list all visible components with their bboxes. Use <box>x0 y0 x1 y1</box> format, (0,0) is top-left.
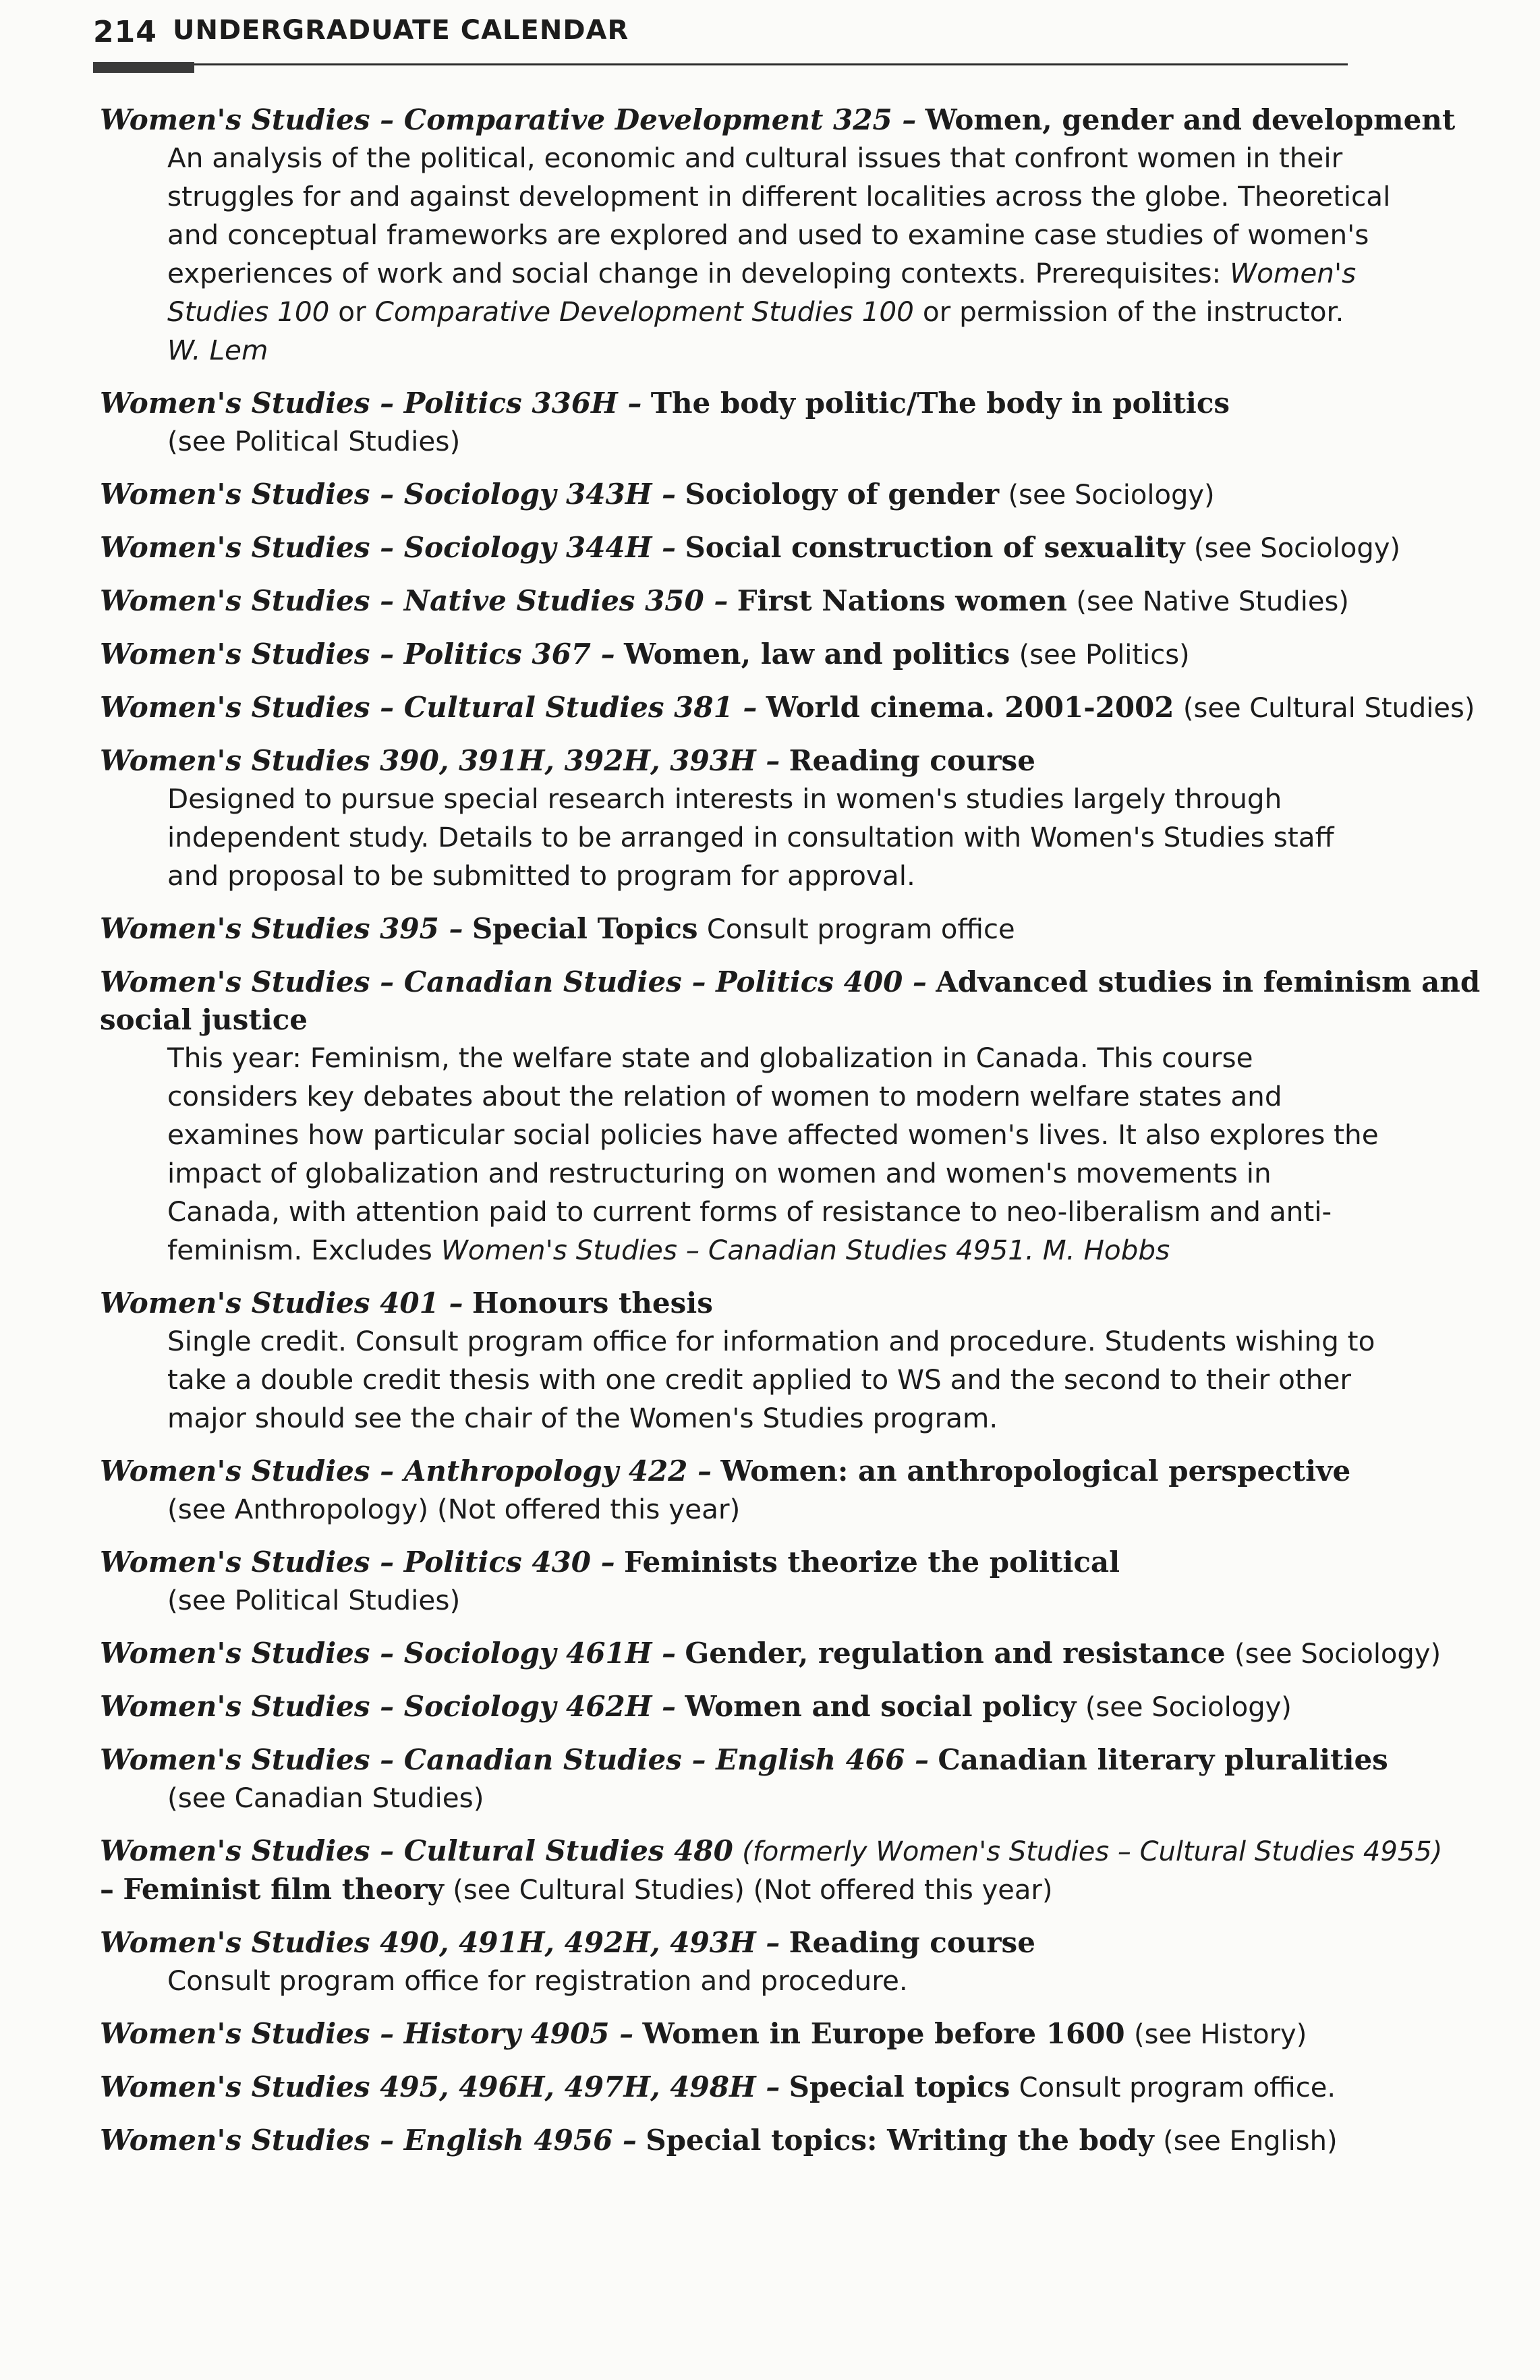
course-entry <box>100 2068 1354 2107</box>
cross-reference: (see Cultural Studies) <box>1182 693 1475 724</box>
course-heading <box>100 2015 1354 2053</box>
course-title: Feminists theorize the political <box>624 1546 1120 1579</box>
course-code: Women's Studies – Native Studies 350 – <box>100 584 729 617</box>
cross-reference: (see English) <box>1163 2126 1338 2157</box>
course-code: Women's Studies – Politics 336H – <box>100 387 642 420</box>
course-title: Women and social policy <box>685 1690 1077 1723</box>
description-line <box>100 254 1357 293</box>
course-entry <box>100 1924 1354 2000</box>
course-heading <box>100 1543 1354 1581</box>
description-line: and proposal to be submitted to program for approval. <box>167 859 915 892</box>
course-code: Women's Studies – Sociology 461H – <box>100 1637 677 1670</box>
description-line <box>100 293 1354 331</box>
course-code: Women's Studies – Cultural Studies 480 <box>100 1834 733 1867</box>
course-title: Special Topics <box>472 912 698 945</box>
description-text: feminism. Excludes <box>167 1234 432 1266</box>
description-line: An analysis of the political, economic and cultural issues that confront women in their <box>167 142 1343 174</box>
course-code: Women's Studies 401 – <box>100 1286 463 1320</box>
cross-reference: (see Canadian Studies) <box>167 1782 484 1814</box>
cross-reference: (see History) <box>1134 2019 1307 2050</box>
course-code: Women's Studies – History 4905 – <box>100 2017 634 2050</box>
course-heading <box>100 742 1354 780</box>
cross-reference: (see Native Studies) <box>1076 586 1349 617</box>
course-code: Women's Studies – Sociology 344H – <box>100 531 677 564</box>
course-title: Advanced studies in feminism and <box>936 965 1481 998</box>
description-line: considers key debates about the relation of women to modern welfare states and <box>167 1080 1282 1112</box>
course-heading <box>100 1741 1388 1779</box>
course-title: Gender, regulation and resistance <box>685 1637 1226 1670</box>
description-italic: Comparative Development Studies 100 <box>374 295 914 328</box>
course-entry <box>100 1832 1443 1909</box>
course-title: Women in Europe before 1600 <box>642 2017 1125 2050</box>
course-title: The body politic/The body in politics <box>650 387 1230 420</box>
course-heading-continued <box>100 1871 1354 1909</box>
course-heading <box>100 476 1354 514</box>
description-line: This year: Feminism, the welfare state and globalization in Canada. This course <box>167 1042 1253 1074</box>
course-title: Reading course <box>789 1926 1035 1959</box>
course-code: Women's Studies – Canadian Studies – English 466 – <box>100 1743 929 1776</box>
course-entry <box>100 689 1475 727</box>
course-heading <box>100 635 1354 674</box>
course-title-continued: social justice <box>100 1003 308 1036</box>
description-italic: Women's <box>1230 257 1357 289</box>
description-line: major should see the chair of the Women's Studies program. <box>167 1402 998 1434</box>
course-code: Women's Studies – Comparative Development 325 – <box>100 103 917 136</box>
course-title: World cinema. 2001-2002 <box>766 691 1174 724</box>
course-heading <box>100 1924 1354 1962</box>
cross-reference: (see Cultural Studies) (Not offered this year) <box>453 1875 1053 1906</box>
course-title: Social construction of sexuality <box>685 531 1185 564</box>
header-rule-block <box>93 62 194 73</box>
instructor: W. Lem <box>167 334 268 366</box>
cross-reference: (see Sociology) <box>1085 1692 1292 1723</box>
running-title: UNDERGRADUATE CALENDAR <box>173 15 629 46</box>
description-text: experiences of work and social change in developing contexts. Prerequisites: <box>167 257 1222 289</box>
course-code: Women's Studies – Canadian Studies – Politics 400 – <box>100 965 927 998</box>
description-line: Designed to pursue special research interests in women's studies largely through <box>167 783 1282 815</box>
course-code: Women's Studies 395 – <box>100 912 463 945</box>
course-heading <box>100 963 1481 1001</box>
description-line: examines how particular social policies have affected women's lives. It also explores the <box>167 1118 1379 1151</box>
course-title: Women: an anthropological perspective <box>720 1454 1351 1488</box>
course-code: Women's Studies – Sociology 462H – <box>100 1690 677 1723</box>
page-number: 214 <box>93 15 157 49</box>
course-entry <box>100 529 1400 567</box>
cross-reference: (see Anthropology) (Not offered this year) <box>167 1493 741 1525</box>
course-entry <box>100 1688 1354 1726</box>
course-code: Women's Studies 390, 391H, 392H, 393H – <box>100 744 780 777</box>
course-heading <box>100 2122 1354 2160</box>
cross-reference: (see Sociology) <box>1008 480 1215 511</box>
cross-reference: Consult program office <box>706 914 1015 945</box>
course-entry <box>100 1635 1442 1673</box>
cross-reference: (see Political Studies) <box>167 425 461 457</box>
course-title: Women, law and politics <box>624 638 1010 671</box>
description-line: Canada, with attention paid to current forms of resistance to neo-liberalism and anti- <box>167 1195 1332 1228</box>
description-line: Consult program office for registration and procedure. <box>167 1964 908 1997</box>
course-entry <box>100 2015 1354 2053</box>
course-heading <box>100 529 1400 567</box>
course-title: Sociology of gender <box>685 478 1000 511</box>
former-code: (formerly Women's Studies – Cultural Studies 4955) <box>742 1836 1443 1867</box>
course-heading <box>100 101 1456 139</box>
course-heading <box>100 582 1354 621</box>
course-title: Honours thesis <box>472 1286 713 1320</box>
course-heading <box>100 1452 1354 1490</box>
course-heading <box>100 1688 1354 1726</box>
course-code: Women's Studies – Cultural Studies 381 – <box>100 691 758 724</box>
course-entry <box>100 910 1354 948</box>
course-title: Special topics: Writing the body <box>646 2124 1154 2157</box>
description-italic: Studies 100 <box>167 295 330 328</box>
course-code: Women's Studies – Anthropology 422 – <box>100 1454 712 1488</box>
description-text: or <box>338 295 366 328</box>
course-entry <box>100 1284 1375 1438</box>
cross-reference: Consult program office. <box>1019 2072 1336 2103</box>
description-line <box>100 1231 1354 1270</box>
course-entry <box>100 476 1354 514</box>
heading-dash: – <box>100 1873 114 1906</box>
course-heading <box>100 910 1354 948</box>
course-heading <box>100 1284 1354 1322</box>
course-entry <box>100 582 1354 621</box>
course-heading <box>100 1832 1443 1871</box>
description-line: struggles for and against development in different localities across the globe. Theoretical <box>167 180 1391 213</box>
course-heading <box>100 689 1475 727</box>
description-text: or permission of the instructor. <box>922 295 1344 328</box>
course-heading <box>100 1635 1442 1673</box>
course-entry <box>100 963 1481 1270</box>
course-heading-continued <box>100 1001 1354 1039</box>
description-line: and conceptual frameworks are explored and used to examine case studies of women's <box>167 219 1369 251</box>
course-code: Women's Studies 495, 496H, 497H, 498H – <box>100 2070 780 2103</box>
course-title: Special topics <box>789 2070 1010 2103</box>
header-rule <box>93 63 1348 65</box>
course-entry <box>100 1741 1388 1817</box>
cross-reference: (see Politics) <box>1019 640 1190 671</box>
course-entry <box>100 635 1354 674</box>
course-entry <box>100 385 1354 461</box>
page-header <box>93 9 1348 67</box>
course-entry <box>100 1543 1354 1620</box>
cross-reference: (see Political Studies) <box>167 1584 461 1616</box>
cross-reference: (see Sociology) <box>1193 533 1400 564</box>
course-title: Reading course <box>789 744 1035 777</box>
description-line: Single credit. Consult program office for information and procedure. Students wishing to <box>167 1325 1375 1357</box>
description-line: impact of globalization and restructuring on women and women's movements in <box>167 1157 1272 1189</box>
course-heading <box>100 385 1354 422</box>
course-code: Women's Studies 490, 491H, 492H, 493H – <box>100 1926 780 1959</box>
description-italic: Women's Studies – Canadian Studies 4951. M. Hobbs <box>440 1234 1170 1266</box>
course-title: Feminist film theory <box>123 1873 444 1906</box>
cross-reference: (see Sociology) <box>1234 1639 1442 1670</box>
course-entry <box>100 742 1354 895</box>
course-title: First Nations women <box>737 584 1067 617</box>
description-line: independent study. Details to be arranged in consultation with Women's Studies staff <box>167 821 1334 853</box>
course-code: Women's Studies – Politics 367 – <box>100 638 615 671</box>
course-code: Women's Studies – Sociology 343H – <box>100 478 677 511</box>
description-line: take a double credit thesis with one credit applied to WS and the second to their other <box>167 1363 1352 1396</box>
course-entry <box>100 2122 1354 2160</box>
course-list <box>100 101 1481 2175</box>
course-entry <box>100 101 1456 370</box>
course-code: Women's Studies – Politics 430 – <box>100 1546 615 1579</box>
course-heading <box>100 2068 1354 2107</box>
course-title: Canadian literary pluralities <box>938 1743 1388 1776</box>
course-code: Women's Studies – English 4956 – <box>100 2124 637 2157</box>
course-title: Women, gender and development <box>925 103 1456 136</box>
course-entry <box>100 1452 1354 1529</box>
